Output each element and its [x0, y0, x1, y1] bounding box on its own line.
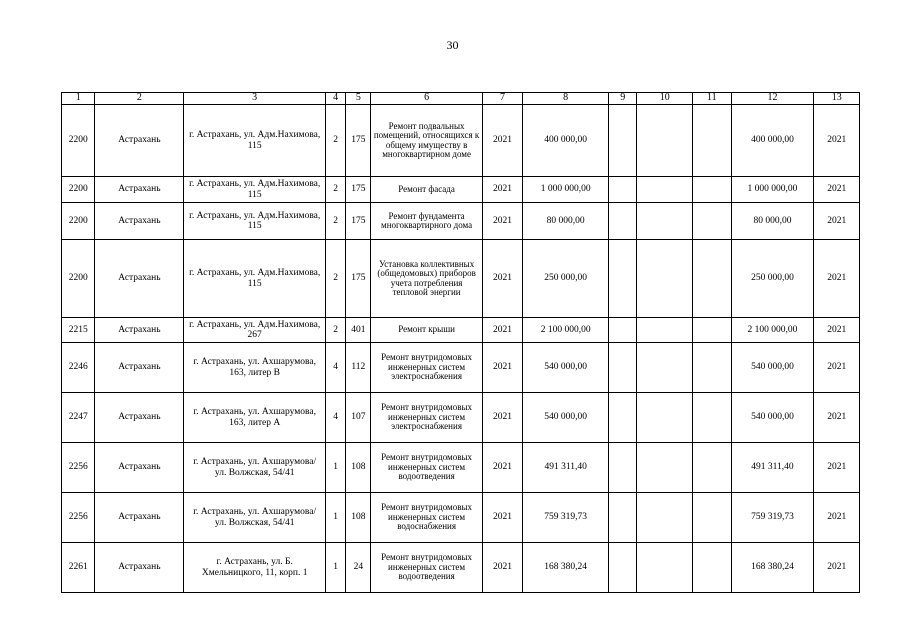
cell-col10 — [637, 240, 693, 318]
cell-city: Астрахань — [95, 203, 184, 240]
cell-col11 — [693, 177, 731, 203]
cell-col10 — [637, 105, 693, 177]
cell-col5: 108 — [346, 493, 371, 543]
cell-address: г. Астрахань, ул. Адм.Нахимова, 115 — [184, 203, 326, 240]
cell-fund-amount: 400 000,00 — [731, 105, 814, 177]
cell-id: 2215 — [62, 318, 95, 343]
cell-fund-amount: 80 000,00 — [731, 203, 814, 240]
cell-fund-amount: 2 100 000,00 — [731, 318, 814, 343]
column-header-1: 1 — [62, 93, 95, 105]
cell-city: Астрахань — [95, 543, 184, 593]
cell-total-cost: 1 000 000,00 — [523, 177, 609, 203]
cell-col9 — [609, 203, 637, 240]
cell-address: г. Астрахань, ул. Адм.Нахимова, 267 — [184, 318, 326, 343]
table-row — [62, 203, 860, 240]
cell-col9 — [609, 543, 637, 593]
cell-id: 2246 — [62, 343, 95, 393]
cell-address: г. Астрахань, ул. Б. Хмельницкого, 11, корп. 1 — [184, 543, 326, 593]
cell-id: 2256 — [62, 443, 95, 493]
cell-id: 2256 — [62, 493, 95, 543]
cell-fund-amount: 250 000,00 — [731, 240, 814, 318]
cell-col9 — [609, 177, 637, 203]
header-row — [62, 93, 860, 105]
cell-year: 2021 — [482, 177, 522, 203]
cell-id: 2261 — [62, 543, 95, 593]
cell-completion-year: 2021 — [814, 443, 860, 493]
cell-fund-amount: 540 000,00 — [731, 393, 814, 443]
cell-completion-year: 2021 — [814, 105, 860, 177]
cell-col4: 2 — [325, 318, 345, 343]
table-row — [62, 105, 860, 177]
cell-city: Астрахань — [95, 493, 184, 543]
cell-year: 2021 — [482, 393, 522, 443]
cell-col10 — [637, 203, 693, 240]
cell-total-cost: 2 100 000,00 — [523, 318, 609, 343]
cell-col4: 4 — [325, 343, 345, 393]
cell-id: 2247 — [62, 393, 95, 443]
cell-address: г. Астрахань, ул. Ахшарумова, 163, литер А — [184, 393, 326, 443]
cell-city: Астрахань — [95, 318, 184, 343]
cell-id: 2200 — [62, 240, 95, 318]
cell-year: 2021 — [482, 318, 522, 343]
cell-year: 2021 — [482, 203, 522, 240]
cell-col11 — [693, 318, 731, 343]
table-row — [62, 318, 860, 343]
cell-completion-year: 2021 — [814, 177, 860, 203]
cell-fund-amount: 1 000 000,00 — [731, 177, 814, 203]
cell-completion-year: 2021 — [814, 343, 860, 393]
cell-col10 — [637, 443, 693, 493]
cell-col10 — [637, 318, 693, 343]
cell-col5: 175 — [346, 203, 371, 240]
cell-work-type: Ремонт фасада — [371, 177, 482, 203]
cell-completion-year: 2021 — [814, 240, 860, 318]
cell-col10 — [637, 177, 693, 203]
column-header-7: 7 — [482, 93, 522, 105]
cell-col4: 2 — [325, 177, 345, 203]
table-row — [62, 543, 860, 593]
cell-col11 — [693, 105, 731, 177]
cell-work-type: Ремонт фундамента многоквартирного дома — [371, 203, 482, 240]
cell-address: г. Астрахань, ул. Ахшарумова/ ул. Волжская, 54/41 — [184, 493, 326, 543]
cell-col10 — [637, 493, 693, 543]
cell-work-type: Ремонт крыши — [371, 318, 482, 343]
cell-col5: 175 — [346, 177, 371, 203]
cell-city: Астрахань — [95, 343, 184, 393]
column-header-12: 12 — [731, 93, 814, 105]
cell-work-type: Ремонт внутридомовых инженерных систем электроснабжения — [371, 393, 482, 443]
cell-address: г. Астрахань, ул. Адм.Нахимова, 115 — [184, 177, 326, 203]
cell-col11 — [693, 443, 731, 493]
cell-col11 — [693, 493, 731, 543]
table-row — [62, 240, 860, 318]
cell-city: Астрахань — [95, 240, 184, 318]
cell-col5: 175 — [346, 240, 371, 318]
cell-fund-amount: 759 319,73 — [731, 493, 814, 543]
cell-col4: 2 — [325, 105, 345, 177]
cell-total-cost: 400 000,00 — [523, 105, 609, 177]
cell-completion-year: 2021 — [814, 203, 860, 240]
cell-col10 — [637, 393, 693, 443]
column-header-6: 6 — [371, 93, 482, 105]
cell-col9 — [609, 105, 637, 177]
cell-total-cost: 540 000,00 — [523, 393, 609, 443]
cell-address: г. Астрахань, ул. Адм.Нахимова, 115 — [184, 105, 326, 177]
cell-col9 — [609, 393, 637, 443]
cell-col9 — [609, 318, 637, 343]
cell-year: 2021 — [482, 105, 522, 177]
cell-col10 — [637, 343, 693, 393]
cell-id: 2200 — [62, 203, 95, 240]
column-header-8: 8 — [523, 93, 609, 105]
cell-total-cost: 491 311,40 — [523, 443, 609, 493]
cell-col5: 401 — [346, 318, 371, 343]
column-header-2: 2 — [95, 93, 184, 105]
cell-col9 — [609, 343, 637, 393]
table-row — [62, 393, 860, 443]
cell-total-cost: 759 319,73 — [523, 493, 609, 543]
column-header-5: 5 — [346, 93, 371, 105]
cell-col4: 4 — [325, 393, 345, 443]
cell-work-type: Ремонт подвальных помещений, относящихся к общему имуществу в многоквартирном доме — [371, 105, 482, 177]
cell-col4: 2 — [325, 203, 345, 240]
cell-col9 — [609, 493, 637, 543]
cell-work-type: Ремонт внутридомовых инженерных систем водоотведения — [371, 543, 482, 593]
cell-col10 — [637, 543, 693, 593]
column-header-4: 4 — [325, 93, 345, 105]
cell-col11 — [693, 240, 731, 318]
cell-id: 2200 — [62, 105, 95, 177]
cell-year: 2021 — [482, 343, 522, 393]
cell-fund-amount: 168 380,24 — [731, 543, 814, 593]
cell-year: 2021 — [482, 443, 522, 493]
table-row — [62, 177, 860, 203]
cell-col5: 108 — [346, 443, 371, 493]
table-row — [62, 493, 860, 543]
cell-total-cost: 250 000,00 — [523, 240, 609, 318]
cell-total-cost: 540 000,00 — [523, 343, 609, 393]
cell-completion-year: 2021 — [814, 493, 860, 543]
column-header-13: 13 — [814, 93, 860, 105]
table-body — [62, 105, 860, 593]
cell-id: 2200 — [62, 177, 95, 203]
cell-fund-amount: 491 311,40 — [731, 443, 814, 493]
cell-col4: 1 — [325, 543, 345, 593]
cell-address: г. Астрахань, ул. Ахшарумова, 163, литер В — [184, 343, 326, 393]
cell-city: Астрахань — [95, 105, 184, 177]
cell-city: Астрахань — [95, 393, 184, 443]
cell-completion-year: 2021 — [814, 543, 860, 593]
cell-col4: 1 — [325, 493, 345, 543]
cell-year: 2021 — [482, 543, 522, 593]
cell-work-type: Ремонт внутридомовых инженерных систем водоснабжения — [371, 493, 482, 543]
cell-col9 — [609, 443, 637, 493]
cell-col11 — [693, 543, 731, 593]
cell-col4: 1 — [325, 443, 345, 493]
cell-work-type: Ремонт внутридомовых инженерных систем водоотведения — [371, 443, 482, 493]
cell-col11 — [693, 393, 731, 443]
cell-total-cost: 80 000,00 — [523, 203, 609, 240]
table-row — [62, 443, 860, 493]
table-row — [62, 343, 860, 393]
cell-completion-year: 2021 — [814, 318, 860, 343]
cell-completion-year: 2021 — [814, 393, 860, 443]
cell-col5: 24 — [346, 543, 371, 593]
cell-work-type: Ремонт внутридомовых инженерных систем электроснабжения — [371, 343, 482, 393]
cell-col5: 112 — [346, 343, 371, 393]
cell-col4: 2 — [325, 240, 345, 318]
page-number: 30 — [446, 38, 459, 52]
cell-total-cost: 168 380,24 — [523, 543, 609, 593]
column-header-3: 3 — [184, 93, 326, 105]
cell-col11 — [693, 203, 731, 240]
cell-address: г. Астрахань, ул. Адм.Нахимова, 115 — [184, 240, 326, 318]
column-header-9: 9 — [609, 93, 637, 105]
column-header-10: 10 — [637, 93, 693, 105]
cell-col9 — [609, 240, 637, 318]
column-header-11: 11 — [693, 93, 731, 105]
cell-fund-amount: 540 000,00 — [731, 343, 814, 393]
cell-col11 — [693, 343, 731, 393]
cell-year: 2021 — [482, 240, 522, 318]
capital-repair-table — [61, 92, 860, 593]
cell-col5: 107 — [346, 393, 371, 443]
cell-address: г. Астрахань, ул. Ахшарумова/ ул. Волжская, 54/41 — [184, 443, 326, 493]
cell-city: Астрахань — [95, 443, 184, 493]
cell-col5: 175 — [346, 105, 371, 177]
cell-year: 2021 — [482, 493, 522, 543]
cell-work-type: Установка коллективных (общедомовых) приборов учета потребления тепловой энергии — [371, 240, 482, 318]
cell-city: Астрахань — [95, 177, 184, 203]
